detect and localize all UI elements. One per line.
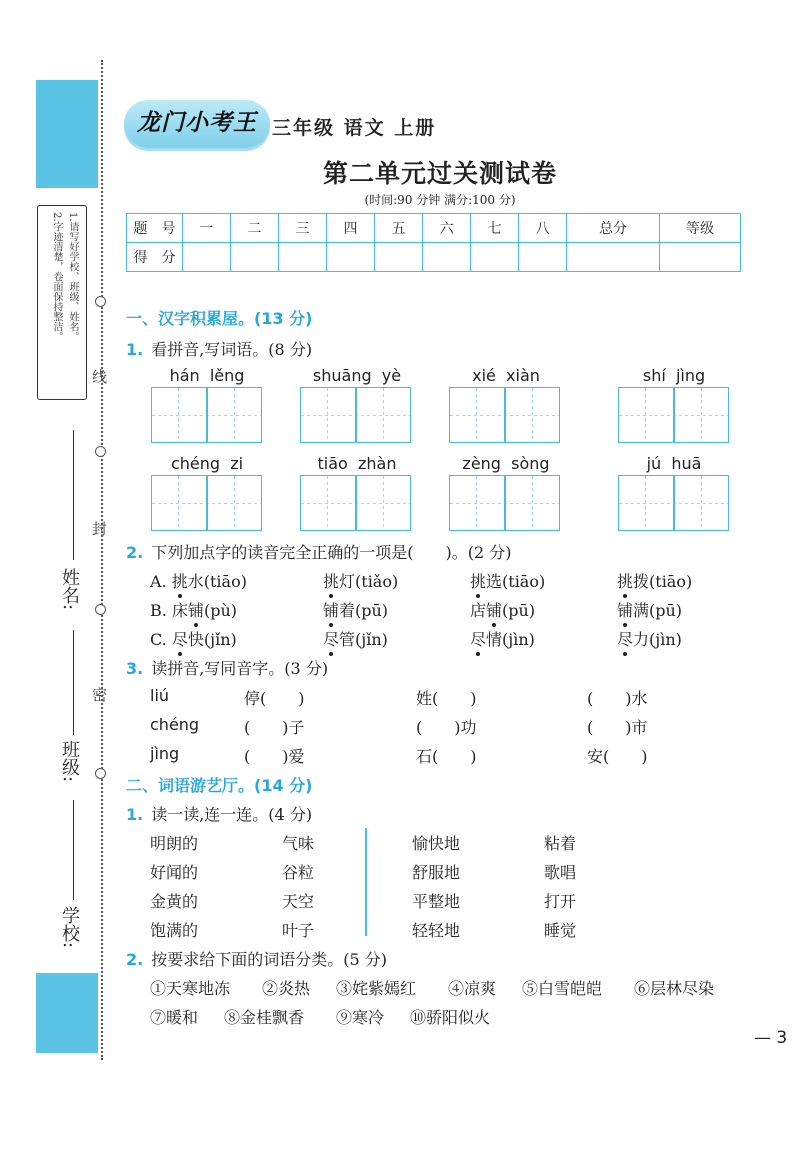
dotted-char: 铺 <box>188 598 204 621</box>
classify-word: ①天寒地冻 <box>150 979 231 998</box>
match-word[interactable]: 明朗的 <box>150 834 199 853</box>
table-cell: 八 <box>519 214 567 243</box>
option-text: 水(tiāo) <box>187 572 247 591</box>
match-word[interactable]: 歌唱 <box>544 863 577 882</box>
pinyin-label: shí jìng <box>642 366 706 385</box>
classify-word: ③姹紫嫣红 <box>336 979 417 998</box>
homophone-blank[interactable]: ( )子 <box>244 718 305 737</box>
score-input-cell[interactable] <box>279 243 327 272</box>
dotted-char: 尽 <box>323 627 339 650</box>
s2-q1 <box>126 802 312 825</box>
pinyin-label: shuāng yè <box>312 366 402 385</box>
name-label: 姓名: <box>59 568 80 611</box>
writing-grid[interactable] <box>300 387 411 443</box>
question-text: 看拼音,写词语。(8 分) <box>151 340 313 359</box>
option-text: 拨(tiāo) <box>633 572 693 591</box>
writing-grid[interactable] <box>618 475 729 531</box>
option-b-item <box>617 598 682 621</box>
question-number: 3. <box>126 659 144 678</box>
school-field[interactable] <box>73 800 74 900</box>
score-input-cell[interactable] <box>519 243 567 272</box>
school-label: 学校: <box>59 906 80 949</box>
class-field[interactable] <box>73 630 74 735</box>
section2-heading: 二、词语游艺厅。(14 分) <box>126 776 313 795</box>
option-text: 情(jìn) <box>486 630 535 649</box>
question-number: 1. <box>126 805 144 824</box>
question-text: 读拼音,写同音字。(3 分) <box>151 659 329 678</box>
homophone-pinyin: jìng <box>150 744 180 763</box>
option-c-item <box>470 627 535 650</box>
table-cell: 一 <box>183 214 231 243</box>
dotted-char: 铺 <box>617 598 633 621</box>
score-input-cell[interactable] <box>423 243 471 272</box>
seal-char-mi: 密 <box>92 686 108 704</box>
pinyin-label: jú huā <box>646 454 702 473</box>
dotted-char: 铺 <box>486 598 502 621</box>
binding-ring <box>95 446 106 457</box>
option-text: 满(pū) <box>633 601 683 620</box>
writing-grid[interactable] <box>449 475 560 531</box>
table-cell: 三 <box>279 214 327 243</box>
seal-char-xian: 线 <box>92 368 108 386</box>
classify-word: ②炎热 <box>262 979 311 998</box>
match-word[interactable]: 饱满的 <box>150 921 199 940</box>
match-word[interactable]: 粘着 <box>544 834 577 853</box>
match-word[interactable]: 愉快地 <box>412 834 461 853</box>
question-text: 读一读,连一连。(4 分) <box>151 805 313 824</box>
s1-q2 <box>126 540 511 563</box>
pinyin-label: xié xiàn <box>472 366 540 385</box>
writing-grid[interactable] <box>151 475 262 531</box>
homophone-blank[interactable]: 停( ) <box>244 689 305 708</box>
table-cell: 总分 <box>567 214 660 243</box>
score-input-cell[interactable] <box>660 243 741 272</box>
option-text: 灯(tiǎo) <box>339 572 399 591</box>
s1-q1 <box>126 337 312 360</box>
score-input-cell[interactable] <box>567 243 660 272</box>
homophone-blank[interactable]: ( )市 <box>587 718 648 737</box>
seal-char-feng: 封 <box>92 520 108 538</box>
option-label: B. <box>150 601 167 620</box>
pinyin-label: zèng sòng <box>462 454 550 473</box>
pinyin-label: hán lěng <box>169 366 245 385</box>
brand-logo: 龙门小考王 <box>124 100 270 148</box>
classify-word: ④凉爽 <box>448 979 497 998</box>
option-text-plain: 床 <box>171 601 188 620</box>
instructions-box <box>37 205 87 400</box>
homophone-blank[interactable]: ( )水 <box>587 689 648 708</box>
homophone-blank[interactable]: ( )爱 <box>244 747 305 766</box>
match-word[interactable]: 好闻的 <box>150 863 199 882</box>
dotted-char: 尽 <box>617 627 633 650</box>
name-field[interactable] <box>73 430 74 560</box>
score-table <box>126 213 741 272</box>
instruction-2: 2.字迹清楚，卷面保持整洁。 <box>51 212 62 342</box>
option-b-item <box>323 598 388 621</box>
score-input-cell[interactable] <box>471 243 519 272</box>
option-a[interactable] <box>150 569 247 592</box>
table-cell: 题 号 <box>127 214 183 243</box>
option-a-item <box>617 569 692 592</box>
table-cell: 二 <box>231 214 279 243</box>
binding-ring <box>95 768 106 779</box>
option-text: 快(jǐn) <box>187 630 237 649</box>
exam-info: (时间:90 分钟 满分:100 分) <box>364 193 516 207</box>
page-title: 第二单元过关测试卷 <box>322 159 557 188</box>
writing-grid[interactable] <box>300 475 411 531</box>
dotted-char: 铺 <box>323 598 339 621</box>
binding-ring <box>95 604 106 615</box>
dotted-char: 挑 <box>172 569 188 592</box>
homophone-blank[interactable]: 安( ) <box>587 747 648 766</box>
score-table-score-row <box>127 243 741 272</box>
option-label: C. <box>150 630 167 649</box>
match-word[interactable]: 天空 <box>282 892 315 911</box>
option-b-item <box>470 598 535 621</box>
score-input-cell[interactable] <box>375 243 423 272</box>
table-cell: 五 <box>375 214 423 243</box>
match-word[interactable]: 轻轻地 <box>412 921 461 940</box>
matching-divider <box>365 828 367 936</box>
s2-q2 <box>126 947 387 970</box>
option-c-item <box>617 627 682 650</box>
match-word[interactable]: 叶子 <box>282 921 315 940</box>
option-text: 选(tiāo) <box>486 572 546 591</box>
classify-word: ⑩骄阳似火 <box>410 1008 491 1027</box>
table-cell: 得 分 <box>127 243 183 272</box>
option-text-plain: 店 <box>470 601 487 620</box>
table-cell: 七 <box>471 214 519 243</box>
option-a-item <box>323 569 398 592</box>
table-cell: 六 <box>423 214 471 243</box>
option-a-item <box>470 569 545 592</box>
option-text: 着(pū) <box>339 601 389 620</box>
option-text: (pù) <box>203 601 237 620</box>
question-text: 按要求给下面的词语分类。(5 分) <box>151 950 387 969</box>
section1-heading: 一、汉字积累屋。(13 分) <box>126 309 313 328</box>
classify-word: ⑧金桂飘香 <box>224 1008 305 1027</box>
classify-word: ⑤白雪皑皑 <box>522 979 603 998</box>
margin-blue-tab-bottom <box>36 973 98 1053</box>
writing-grid[interactable] <box>449 387 560 443</box>
question-number: 1. <box>126 340 144 359</box>
match-word[interactable]: 睡觉 <box>544 921 577 940</box>
binding-dotted-line <box>101 60 103 1060</box>
match-word[interactable]: 舒服地 <box>412 863 461 882</box>
dotted-char: 尽 <box>172 627 188 650</box>
score-input-cell[interactable] <box>327 243 375 272</box>
question-number: 2. <box>126 543 144 562</box>
homophone-blank[interactable]: ( )功 <box>416 718 477 737</box>
writing-grid[interactable] <box>618 387 729 443</box>
option-b[interactable] <box>150 598 237 621</box>
pinyin-label: tiāo zhàn <box>317 454 397 473</box>
table-cell: 等级 <box>660 214 741 243</box>
classify-word: ⑥层林尽染 <box>634 979 715 998</box>
option-c[interactable] <box>150 627 237 650</box>
dotted-char: 挑 <box>617 569 633 592</box>
match-word[interactable]: 平整地 <box>412 892 461 911</box>
classify-word: ⑨寒冷 <box>336 1008 385 1027</box>
instruction-1: 1.请写好学校、班级、姓名。 <box>67 212 78 342</box>
grade-subject: 三年级 语文 上册 <box>272 117 437 139</box>
table-cell: 四 <box>327 214 375 243</box>
page-number: — 3 <box>754 1028 788 1048</box>
dotted-char: 挑 <box>323 569 339 592</box>
classify-word: ⑦暖和 <box>150 1008 199 1027</box>
homophone-pinyin: liú <box>150 686 170 705</box>
option-label: A. <box>150 572 167 591</box>
pinyin-label: chéng zi <box>170 454 244 473</box>
class-label: 班级: <box>59 740 80 783</box>
homophone-pinyin: chéng <box>150 715 200 734</box>
writing-grid[interactable] <box>151 387 262 443</box>
binding-ring <box>95 296 106 307</box>
question-text: 下列加点字的读音完全正确的一项是( )。(2 分) <box>151 543 512 562</box>
s1-q3 <box>126 656 328 679</box>
question-number: 2. <box>126 950 144 969</box>
dotted-char: 尽 <box>470 627 486 650</box>
option-text: 力(jìn) <box>633 630 682 649</box>
match-word[interactable]: 谷粒 <box>282 863 315 882</box>
score-input-cell[interactable] <box>231 243 279 272</box>
dotted-char: 挑 <box>470 569 486 592</box>
score-table-header-row <box>127 214 741 243</box>
match-word[interactable]: 打开 <box>544 892 577 911</box>
score-input-cell[interactable] <box>183 243 231 272</box>
option-text: (pū) <box>502 601 536 620</box>
homophone-blank[interactable]: 石( ) <box>416 747 477 766</box>
homophone-blank[interactable]: 姓( ) <box>416 689 477 708</box>
match-word[interactable]: 气味 <box>282 834 315 853</box>
option-c-item <box>323 627 388 650</box>
option-text: 管(jǐn) <box>339 630 388 649</box>
match-word[interactable]: 金黄的 <box>150 892 199 911</box>
